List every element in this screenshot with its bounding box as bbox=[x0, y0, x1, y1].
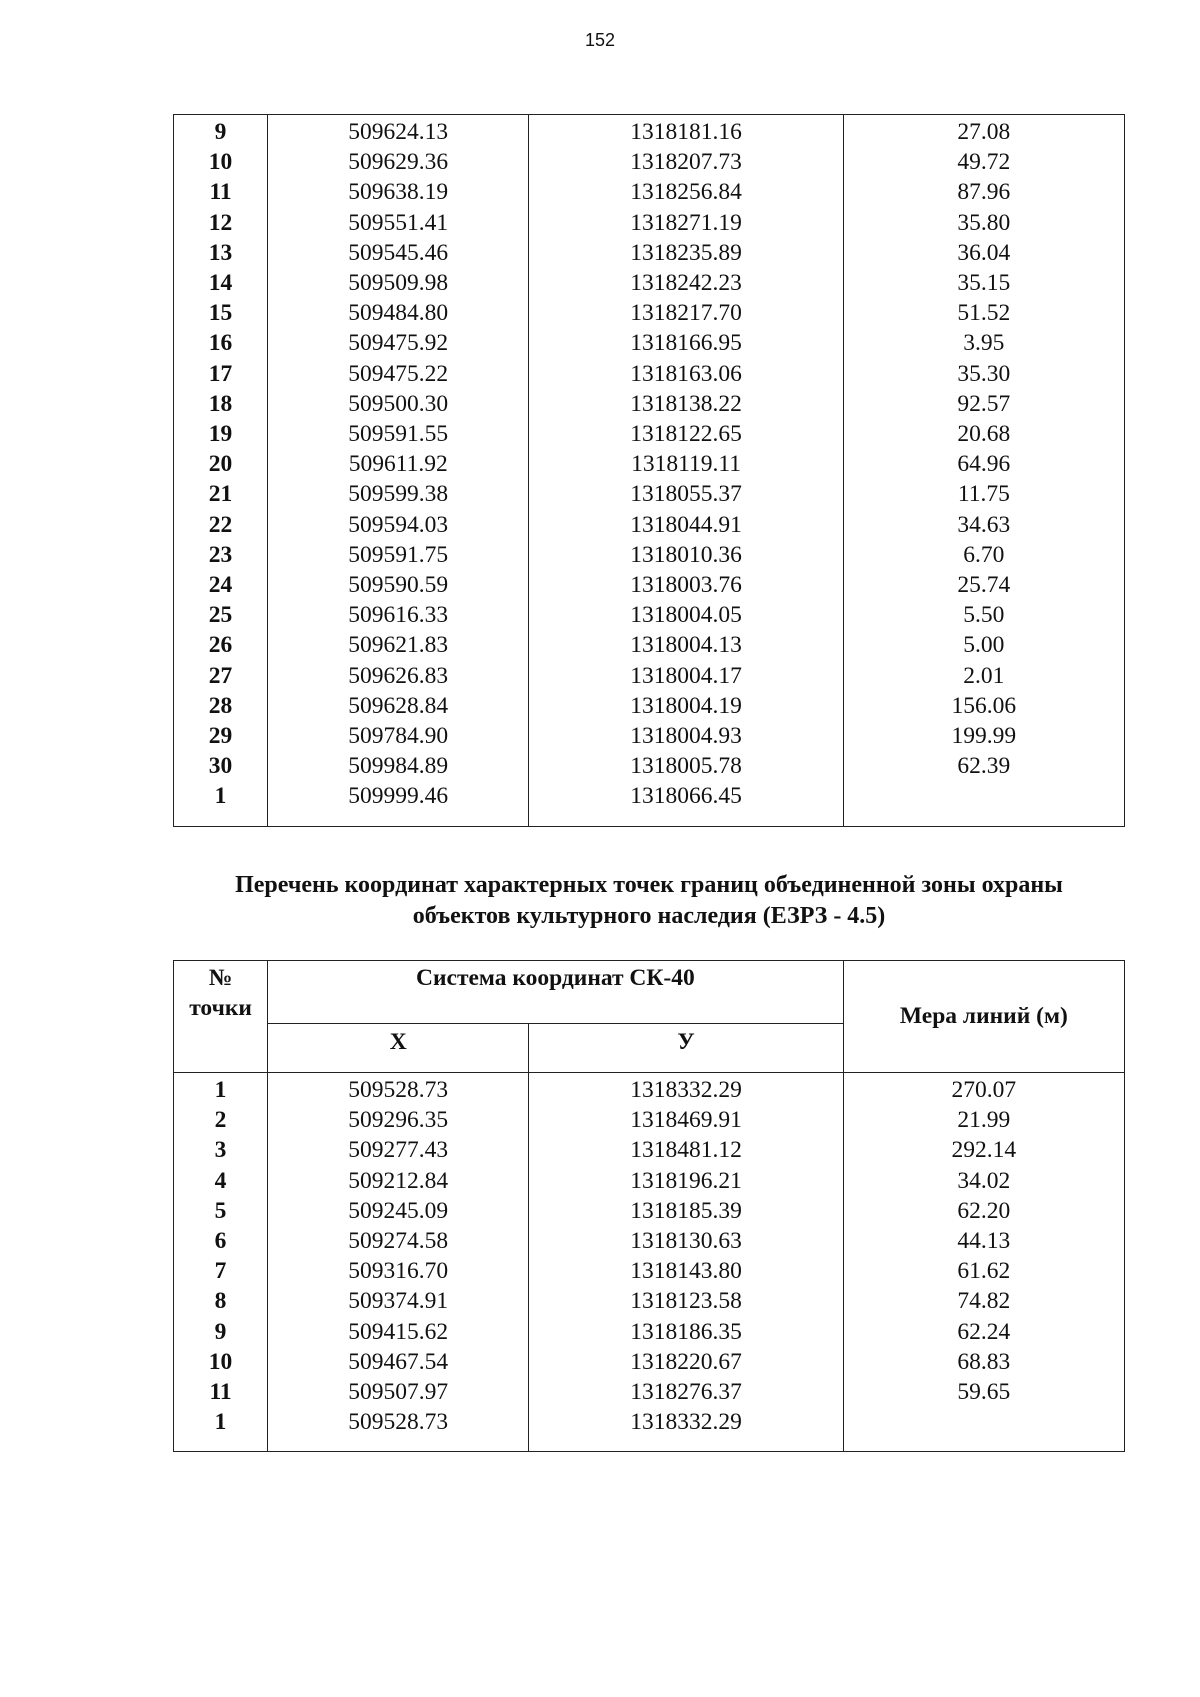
point-number-header-symbol: № bbox=[208, 965, 233, 991]
y-coordinate-cell: 1318332.29 bbox=[529, 1407, 843, 1437]
point-number-cell: 15 bbox=[174, 298, 268, 328]
point-number-cell: 13 bbox=[174, 238, 268, 268]
x-coordinate-cell: 509545.46 bbox=[268, 238, 529, 268]
table-row bbox=[174, 691, 1125, 721]
point-number-cell: 1 bbox=[174, 781, 268, 811]
line-length-cell: 62.24 bbox=[843, 1317, 1124, 1347]
table-row bbox=[174, 147, 1125, 177]
y-coordinate-cell: 1318235.89 bbox=[529, 238, 843, 268]
point-number-cell: 28 bbox=[174, 691, 268, 721]
table-row bbox=[174, 389, 1125, 419]
point-number-cell: 14 bbox=[174, 268, 268, 298]
y-coordinate-cell: 1318332.29 bbox=[529, 1073, 843, 1106]
table-row bbox=[174, 1073, 1125, 1106]
x-coordinate-cell: 509984.89 bbox=[268, 751, 529, 781]
table-row bbox=[174, 1135, 1125, 1165]
empty-cell bbox=[174, 812, 268, 827]
point-number-cell: 17 bbox=[174, 359, 268, 389]
y-coordinate-cell: 1318138.22 bbox=[529, 389, 843, 419]
y-coordinate-cell: 1318256.84 bbox=[529, 177, 843, 207]
x-coordinate-cell: 509475.22 bbox=[268, 359, 529, 389]
table-row bbox=[174, 1226, 1125, 1256]
line-length-cell: 34.02 bbox=[843, 1166, 1124, 1196]
x-coordinate-cell: 509467.54 bbox=[268, 1347, 529, 1377]
y-column-header: У bbox=[529, 1024, 843, 1073]
table-row bbox=[174, 721, 1125, 751]
y-coordinate-cell: 1318066.45 bbox=[529, 781, 843, 811]
line-length-cell: 35.15 bbox=[843, 268, 1124, 298]
x-coordinate-cell: 509616.33 bbox=[268, 600, 529, 630]
y-coordinate-cell: 1318186.35 bbox=[529, 1317, 843, 1347]
point-number-cell: 6 bbox=[174, 1226, 268, 1256]
line-length-header: Мера линий (м) bbox=[843, 961, 1124, 1073]
y-coordinate-cell: 1318163.06 bbox=[529, 359, 843, 389]
table-row bbox=[174, 268, 1125, 298]
x-coordinate-cell: 509296.35 bbox=[268, 1105, 529, 1135]
table-row bbox=[174, 238, 1125, 268]
line-length-cell: 64.96 bbox=[843, 449, 1124, 479]
coordinates-table-continued bbox=[173, 114, 1125, 827]
point-number-header bbox=[174, 961, 268, 1073]
table-row bbox=[174, 1256, 1125, 1286]
table-row bbox=[174, 298, 1125, 328]
line-length-cell: 36.04 bbox=[843, 238, 1124, 268]
point-number-cell: 19 bbox=[174, 419, 268, 449]
point-number-cell: 1 bbox=[174, 1073, 268, 1106]
x-coordinate-cell: 509374.91 bbox=[268, 1286, 529, 1316]
line-length-cell: 62.20 bbox=[843, 1196, 1124, 1226]
y-coordinate-cell: 1318276.37 bbox=[529, 1377, 843, 1407]
point-number-cell: 10 bbox=[174, 1347, 268, 1377]
line-length-cell: 25.74 bbox=[843, 570, 1124, 600]
point-number-header-label: точки bbox=[189, 995, 252, 1021]
line-length-cell: 74.82 bbox=[843, 1286, 1124, 1316]
x-coordinate-cell: 509628.84 bbox=[268, 691, 529, 721]
table-row bbox=[174, 1317, 1125, 1347]
point-number-cell: 20 bbox=[174, 449, 268, 479]
point-number-cell: 16 bbox=[174, 328, 268, 358]
section-heading-line-1: Перечень координат характерных точек границ объединенной зоны охраны bbox=[235, 872, 1063, 898]
y-coordinate-cell: 1318004.13 bbox=[529, 630, 843, 660]
line-length-cell: 35.80 bbox=[843, 208, 1124, 238]
x-coordinate-cell: 509621.83 bbox=[268, 630, 529, 660]
y-coordinate-cell: 1318005.78 bbox=[529, 751, 843, 781]
x-coordinate-cell: 509415.62 bbox=[268, 1317, 529, 1347]
y-coordinate-cell: 1318166.95 bbox=[529, 328, 843, 358]
point-number-cell: 24 bbox=[174, 570, 268, 600]
coordinates-table-header bbox=[174, 961, 1125, 1073]
line-length-cell: 20.68 bbox=[843, 419, 1124, 449]
x-coordinate-cell: 509274.58 bbox=[268, 1226, 529, 1256]
table-row bbox=[174, 781, 1125, 811]
y-coordinate-cell: 1318181.16 bbox=[529, 115, 843, 148]
section-heading bbox=[173, 870, 1125, 932]
empty-cell bbox=[174, 1437, 268, 1452]
table-row bbox=[174, 208, 1125, 238]
table-row bbox=[174, 661, 1125, 691]
table-row bbox=[174, 540, 1125, 570]
x-coordinate-cell: 509624.13 bbox=[268, 115, 529, 148]
table-row bbox=[174, 419, 1125, 449]
y-coordinate-cell: 1318469.91 bbox=[529, 1105, 843, 1135]
table-bottom-padding bbox=[174, 1437, 1125, 1452]
section-heading-line-2: объектов культурного наследия (ЕЗРЗ - 4.5) bbox=[412, 903, 886, 929]
table-row bbox=[174, 115, 1125, 148]
table-row bbox=[174, 328, 1125, 358]
table-row bbox=[174, 630, 1125, 660]
y-coordinate-cell: 1318217.70 bbox=[529, 298, 843, 328]
point-number-cell: 9 bbox=[174, 115, 268, 148]
point-number-cell: 4 bbox=[174, 1166, 268, 1196]
line-length-cell: 59.65 bbox=[843, 1377, 1124, 1407]
table-row bbox=[174, 479, 1125, 509]
x-coordinate-cell: 509475.92 bbox=[268, 328, 529, 358]
x-coordinate-cell: 509484.80 bbox=[268, 298, 529, 328]
line-length-cell: 27.08 bbox=[843, 115, 1124, 148]
line-length-cell: 3.95 bbox=[843, 328, 1124, 358]
y-coordinate-cell: 1318004.17 bbox=[529, 661, 843, 691]
x-coordinate-cell: 509277.43 bbox=[268, 1135, 529, 1165]
x-coordinate-cell: 509626.83 bbox=[268, 661, 529, 691]
y-coordinate-cell: 1318122.65 bbox=[529, 419, 843, 449]
point-number-cell: 3 bbox=[174, 1135, 268, 1165]
point-number-cell: 5 bbox=[174, 1196, 268, 1226]
table-row bbox=[174, 1377, 1125, 1407]
line-length-cell: 5.00 bbox=[843, 630, 1124, 660]
empty-cell bbox=[529, 1437, 843, 1452]
x-coordinate-cell: 509599.38 bbox=[268, 479, 529, 509]
empty-cell bbox=[843, 1437, 1124, 1452]
table-row bbox=[174, 510, 1125, 540]
point-number-cell: 11 bbox=[174, 1377, 268, 1407]
x-coordinate-cell: 509999.46 bbox=[268, 781, 529, 811]
point-number-cell: 12 bbox=[174, 208, 268, 238]
x-coordinate-cell: 509500.30 bbox=[268, 389, 529, 419]
y-coordinate-cell: 1318220.67 bbox=[529, 1347, 843, 1377]
line-length-cell: 87.96 bbox=[843, 177, 1124, 207]
line-length-cell: 2.01 bbox=[843, 661, 1124, 691]
point-number-cell: 22 bbox=[174, 510, 268, 540]
y-coordinate-cell: 1318044.91 bbox=[529, 510, 843, 540]
line-length-cell: 11.75 bbox=[843, 479, 1124, 509]
y-coordinate-cell: 1318055.37 bbox=[529, 479, 843, 509]
x-coordinate-cell: 509784.90 bbox=[268, 721, 529, 751]
empty-cell bbox=[529, 812, 843, 827]
empty-cell bbox=[268, 1437, 529, 1452]
x-coordinate-cell: 509507.97 bbox=[268, 1377, 529, 1407]
x-coordinate-cell: 509528.73 bbox=[268, 1073, 529, 1106]
point-number-cell: 1 bbox=[174, 1407, 268, 1437]
table-row bbox=[174, 449, 1125, 479]
point-number-cell: 30 bbox=[174, 751, 268, 781]
line-length-cell: 68.83 bbox=[843, 1347, 1124, 1377]
empty-cell bbox=[268, 812, 529, 827]
y-coordinate-cell: 1318123.58 bbox=[529, 1286, 843, 1316]
y-coordinate-cell: 1318207.73 bbox=[529, 147, 843, 177]
empty-cell bbox=[843, 812, 1124, 827]
point-number-cell: 8 bbox=[174, 1286, 268, 1316]
y-coordinate-cell: 1318242.23 bbox=[529, 268, 843, 298]
line-length-cell: 199.99 bbox=[843, 721, 1124, 751]
line-length-cell: 49.72 bbox=[843, 147, 1124, 177]
x-coordinate-cell: 509638.19 bbox=[268, 177, 529, 207]
x-coordinate-cell: 509528.73 bbox=[268, 1407, 529, 1437]
line-length-cell: 5.50 bbox=[843, 600, 1124, 630]
point-number-cell: 9 bbox=[174, 1317, 268, 1347]
point-number-cell: 2 bbox=[174, 1105, 268, 1135]
line-length-cell: 61.62 bbox=[843, 1256, 1124, 1286]
y-coordinate-cell: 1318143.80 bbox=[529, 1256, 843, 1286]
table-row bbox=[174, 1166, 1125, 1196]
table-row bbox=[174, 751, 1125, 781]
line-length-cell: 6.70 bbox=[843, 540, 1124, 570]
coordinates-table-body bbox=[174, 1073, 1125, 1452]
table-row bbox=[174, 1286, 1125, 1316]
coordinate-system-header: Система координат СК-40 bbox=[268, 961, 844, 1024]
line-length-cell bbox=[843, 781, 1124, 811]
line-length-cell: 34.63 bbox=[843, 510, 1124, 540]
x-coordinate-cell: 509591.75 bbox=[268, 540, 529, 570]
page-number: 152 bbox=[584, 30, 616, 50]
line-length-cell: 44.13 bbox=[843, 1226, 1124, 1256]
line-length-cell: 292.14 bbox=[843, 1135, 1124, 1165]
point-number-cell: 26 bbox=[174, 630, 268, 660]
y-coordinate-cell: 1318196.21 bbox=[529, 1166, 843, 1196]
x-coordinate-cell: 509509.98 bbox=[268, 268, 529, 298]
point-number-cell: 29 bbox=[174, 721, 268, 751]
table-row bbox=[174, 1347, 1125, 1377]
y-coordinate-cell: 1318271.19 bbox=[529, 208, 843, 238]
x-coordinate-cell: 509590.59 bbox=[268, 570, 529, 600]
y-coordinate-cell: 1318003.76 bbox=[529, 570, 843, 600]
table-bottom-padding bbox=[174, 812, 1125, 827]
line-length-cell: 51.52 bbox=[843, 298, 1124, 328]
x-coordinate-cell: 509316.70 bbox=[268, 1256, 529, 1286]
table-row bbox=[174, 177, 1125, 207]
point-number-cell: 27 bbox=[174, 661, 268, 691]
point-number-cell: 21 bbox=[174, 479, 268, 509]
x-coordinate-cell: 509245.09 bbox=[268, 1196, 529, 1226]
coordinates-table-ezrz bbox=[173, 960, 1125, 1452]
x-coordinate-cell: 509212.84 bbox=[268, 1166, 529, 1196]
point-number-cell: 18 bbox=[174, 389, 268, 419]
y-coordinate-cell: 1318119.11 bbox=[529, 449, 843, 479]
line-length-cell: 92.57 bbox=[843, 389, 1124, 419]
y-coordinate-cell: 1318004.19 bbox=[529, 691, 843, 721]
x-column-header: Х bbox=[268, 1024, 529, 1073]
line-length-cell: 62.39 bbox=[843, 751, 1124, 781]
x-coordinate-cell: 509591.55 bbox=[268, 419, 529, 449]
line-length-cell bbox=[843, 1407, 1124, 1437]
point-number-cell: 10 bbox=[174, 147, 268, 177]
y-coordinate-cell: 1318004.05 bbox=[529, 600, 843, 630]
y-coordinate-cell: 1318130.63 bbox=[529, 1226, 843, 1256]
y-coordinate-cell: 1318185.39 bbox=[529, 1196, 843, 1226]
x-coordinate-cell: 509629.36 bbox=[268, 147, 529, 177]
x-coordinate-cell: 509551.41 bbox=[268, 208, 529, 238]
table-row bbox=[174, 600, 1125, 630]
point-number-cell: 25 bbox=[174, 600, 268, 630]
coordinates-table-body bbox=[174, 115, 1125, 827]
line-length-cell: 270.07 bbox=[843, 1073, 1124, 1106]
line-length-cell: 156.06 bbox=[843, 691, 1124, 721]
point-number-cell: 23 bbox=[174, 540, 268, 570]
point-number-cell: 7 bbox=[174, 1256, 268, 1286]
y-coordinate-cell: 1318004.93 bbox=[529, 721, 843, 751]
table-row bbox=[174, 1407, 1125, 1437]
y-coordinate-cell: 1318481.12 bbox=[529, 1135, 843, 1165]
line-length-cell: 21.99 bbox=[843, 1105, 1124, 1135]
table-row bbox=[174, 359, 1125, 389]
point-number-cell: 11 bbox=[174, 177, 268, 207]
y-coordinate-cell: 1318010.36 bbox=[529, 540, 843, 570]
table-row bbox=[174, 570, 1125, 600]
x-coordinate-cell: 509611.92 bbox=[268, 449, 529, 479]
table-row bbox=[174, 1105, 1125, 1135]
line-length-cell: 35.30 bbox=[843, 359, 1124, 389]
table-row bbox=[174, 1196, 1125, 1226]
x-coordinate-cell: 509594.03 bbox=[268, 510, 529, 540]
